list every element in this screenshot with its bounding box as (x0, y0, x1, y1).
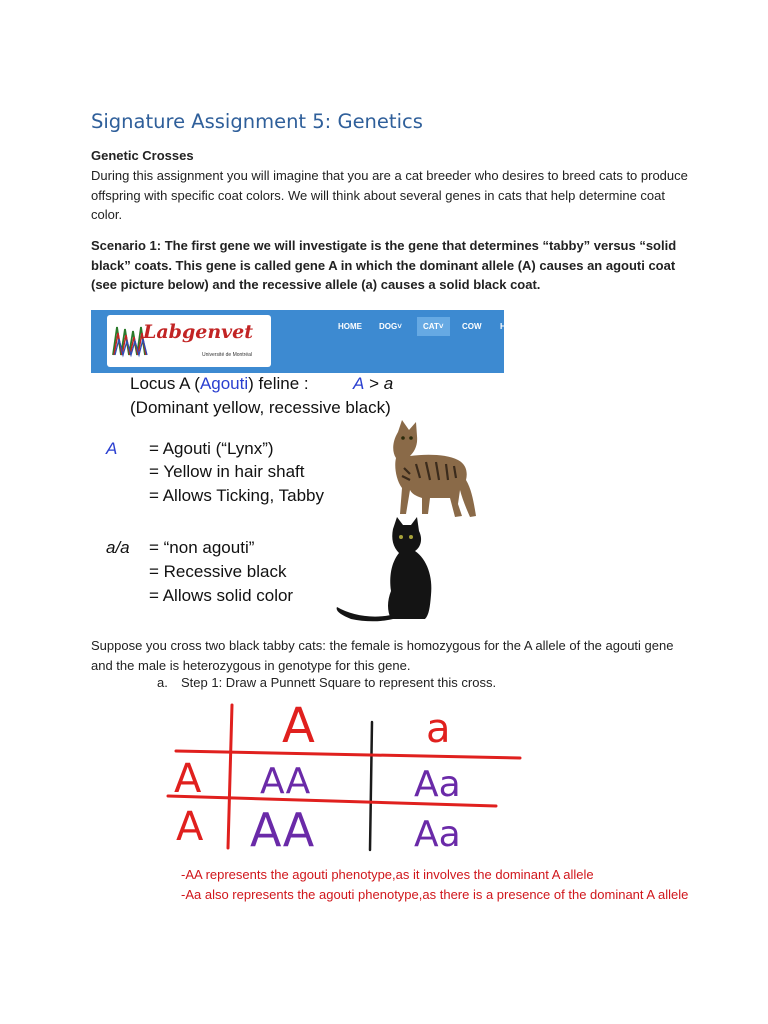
locus-prefix: Locus A ( (130, 374, 200, 393)
logo-subtitle: Université de Montréal (202, 352, 253, 358)
col-header-2: a (426, 706, 451, 752)
nav-cat[interactable]: CAT˅ (417, 317, 450, 336)
locus-heading (130, 374, 309, 394)
dominance-A: A (353, 374, 365, 393)
black-cat-image (331, 515, 441, 622)
grid-line-v1 (228, 705, 232, 848)
step-item (157, 675, 496, 690)
agouti-line-2: = Yellow in hair shaft (149, 462, 305, 481)
nonagouti-line-1: = “non agouti” (149, 538, 255, 557)
col-header-1: A (282, 698, 315, 754)
nonagouti-symbol: a/a (106, 538, 130, 557)
punnett-square (160, 700, 530, 855)
agouti-line-1: = Agouti (“Lynx”) (149, 439, 274, 458)
dominance-relation (353, 374, 393, 394)
nonagouti-line-2: = Recessive black (149, 562, 287, 581)
nav-home[interactable]: HOME (338, 322, 362, 331)
labgenvet-logo (107, 315, 271, 367)
note-line-2: -Aa also represents the agouti phenotype,as there is a presence of the dominant A allele (181, 886, 689, 902)
grid-line-v2 (370, 722, 372, 850)
nav-more[interactable]: H (500, 322, 506, 331)
dominance-sep: > (364, 374, 384, 393)
tabby-cat-image (376, 418, 481, 523)
grid-line-h1 (176, 751, 520, 758)
step-text: Step 1: Draw a Punnett Square to represent this cross. (181, 675, 497, 690)
agouti-symbol: A (106, 439, 118, 458)
labgenvet-figure (91, 310, 504, 622)
document-title: Signature Assignment 5: Genetics (91, 110, 423, 133)
intro-paragraph: During this assignment you will imagine that you are a cat breeder who desires to breed cats to produce offspring with specific coat colors. We will think about several genes in cats that help determine coat color. (91, 168, 688, 222)
row-header-1: A (174, 756, 202, 802)
cell-r2c1: AA (250, 803, 315, 857)
locus-gene: Agouti (199, 374, 249, 393)
cell-r1c2: Aa (414, 764, 461, 805)
punnett-grid (160, 700, 530, 855)
row-header-2: A (176, 804, 204, 850)
cell-r2c2: Aa (414, 814, 461, 855)
cross-paragraph: Suppose you cross two black tabby cats: the female is homozygous for the A allele of the agouti gene and the male is heterozygous in genotype for this gene. (91, 638, 674, 673)
nonagouti-line-3: = Allows solid color (149, 586, 294, 605)
cell-r1c1: AA (260, 761, 311, 802)
site-navbar (91, 310, 504, 373)
nav-cow[interactable]: COW (462, 322, 482, 331)
answer-notes (181, 865, 701, 904)
scenario-paragraph: Scenario 1: The first gene we will investigate is the gene that determines “tabby” versus “solid black” coats. This gene is called gene A in which the dominant allele (A) causes an agouti coat (see picture below) and the recessive allele (a) causes a solid black coat. (91, 238, 677, 292)
locus-description: (Dominant yellow, recessive black) (130, 398, 391, 417)
agouti-line-3: = Allows Ticking, Tabby (149, 486, 324, 505)
step-letter: a. (157, 675, 168, 690)
dominance-a: a (383, 374, 394, 393)
locus-suffix: ) feline : (248, 374, 309, 393)
note-line-1: -AA represents the agouti phenotype,as it involves the dominant A allele (181, 867, 594, 882)
nav-dog[interactable]: DOG˅ (379, 322, 402, 331)
section-heading: Genetic Crosses (91, 148, 194, 163)
logo-wordmark: Labgenvet (143, 321, 254, 343)
